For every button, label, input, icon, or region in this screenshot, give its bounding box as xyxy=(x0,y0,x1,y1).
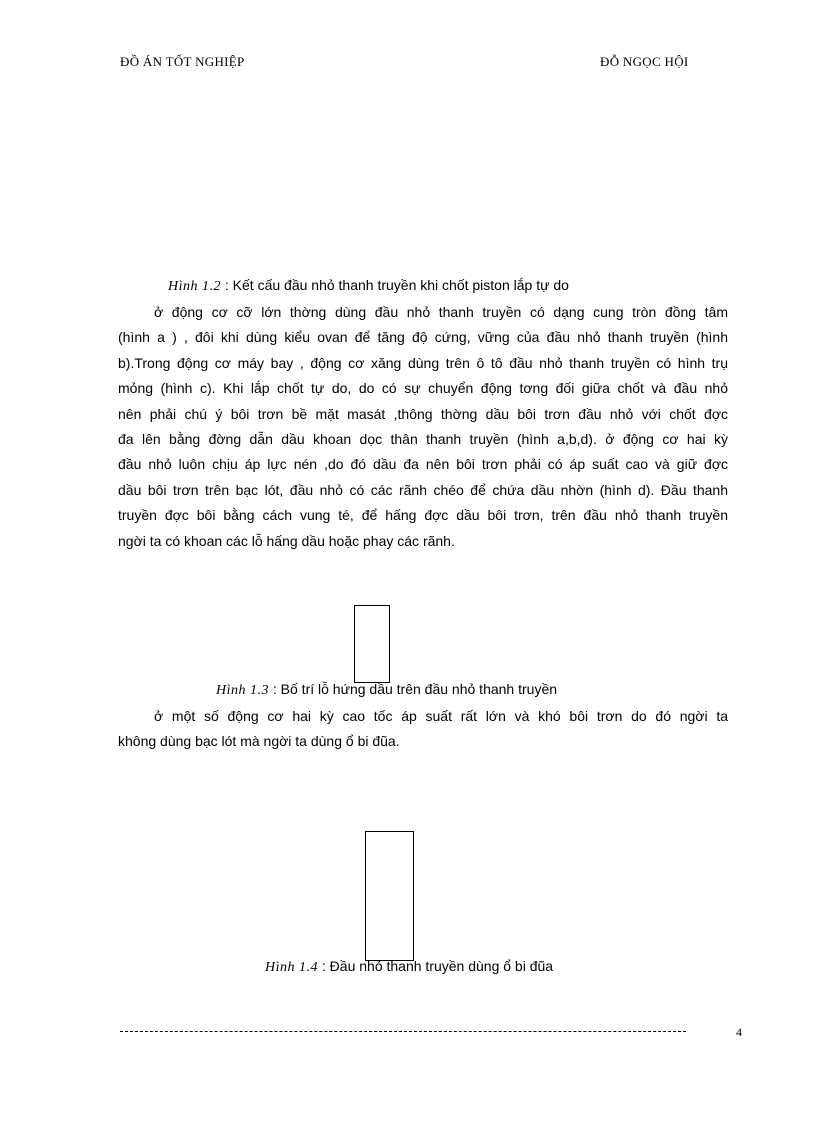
paragraph-1-line: đa lên bằng đờng dẫn dầu khoan dọc thân thanh truyền (hình a,b,d). ở động cơ hai kỳ xyxy=(118,431,728,448)
paragraph-1-line: đầu nhỏ luôn chịu áp lực nén ,do đó dầu đa nên bôi trơn phải có áp suất cao và giữ đợc xyxy=(118,456,728,473)
page-number: 4 xyxy=(736,1025,742,1039)
paragraph-2-line: ở một số động cơ hai kỳ cao tốc áp suất rất lớn và khó bôi trơn do đó ngời ta xyxy=(154,708,728,724)
footer-dashed-rule xyxy=(120,1031,686,1032)
figure-1-2-caption xyxy=(168,277,569,295)
figure-1-4-caption-text: : Đầu nhỏ thanh truyền dùng ổ bi đũa xyxy=(321,958,554,974)
paragraph-1-line: ở động cơ cỡ lớn thờng dùng đầu nhỏ thanh truyền có dạng cung tròn đồng tâm xyxy=(154,304,728,320)
paragraph-1-line: ngời ta có khoan các lỗ hấng dầu hoặc phay các rãnh. xyxy=(118,532,455,549)
paragraph-1-line: b).Trong động cơ máy bay , động cơ xăng dùng trên ô tô đầu nhỏ thanh truyền có hình trụ xyxy=(118,354,728,371)
paragraph-1-line: mỏng (hình c). Khi lắp chốt tự do, do có sự chuyển động tơng đối giữa chốt và đầu nhỏ xyxy=(118,380,728,397)
figure-1-3-frame xyxy=(354,605,390,683)
header-right-author: ĐỖ NGỌC HỘI xyxy=(600,54,689,69)
figure-1-4-caption xyxy=(265,958,553,976)
paragraph-1-line: (hình a ) , đôi khi dùng kiểu ovan để tăng độ cứng, vững của đầu nhỏ thanh truyền (hình xyxy=(118,329,728,346)
figure-1-2-caption-text: : Kết cấu đầu nhỏ thanh truyền khi chốt piston lắp tự do xyxy=(224,277,569,293)
figure-1-3-caption xyxy=(216,681,557,699)
paragraph-1-line: nên phải chú ý bôi trơn bề mặt masát ,thông thờng dầu bôi trơn đầu nhỏ với chốt đợc xyxy=(118,405,728,422)
figure-1-3-label: Hình 1.3 xyxy=(216,683,269,698)
figure-1-3-caption-text: : Bố trí lỗ hứng dầu trên đầu nhỏ thanh truyền xyxy=(272,681,558,697)
figure-1-4-frame xyxy=(365,831,414,961)
paragraph-1 xyxy=(118,300,728,554)
paragraph-2 xyxy=(118,704,728,755)
figure-1-2-label: Hình 1.2 xyxy=(168,279,221,294)
figure-1-4-label: Hình 1.4 xyxy=(265,960,318,975)
paragraph-2-line: không dùng bạc lót mà ngời ta dùng ổ bi đũa. xyxy=(118,733,400,750)
header-left-title: ĐỒ ÁN TỐT NGHIỆP xyxy=(120,54,245,69)
paragraph-1-line: dầu bôi trơn trên bạc lót, đầu nhỏ có các rãnh chéo để chứa dầu nhờn (hình d). Đầu thanh xyxy=(118,481,728,498)
paragraph-1-line: truyền đợc bôi bằng cách vung té, để hấng đợc dầu bôi trơn, trên đầu nhỏ thanh truyền xyxy=(118,507,728,524)
